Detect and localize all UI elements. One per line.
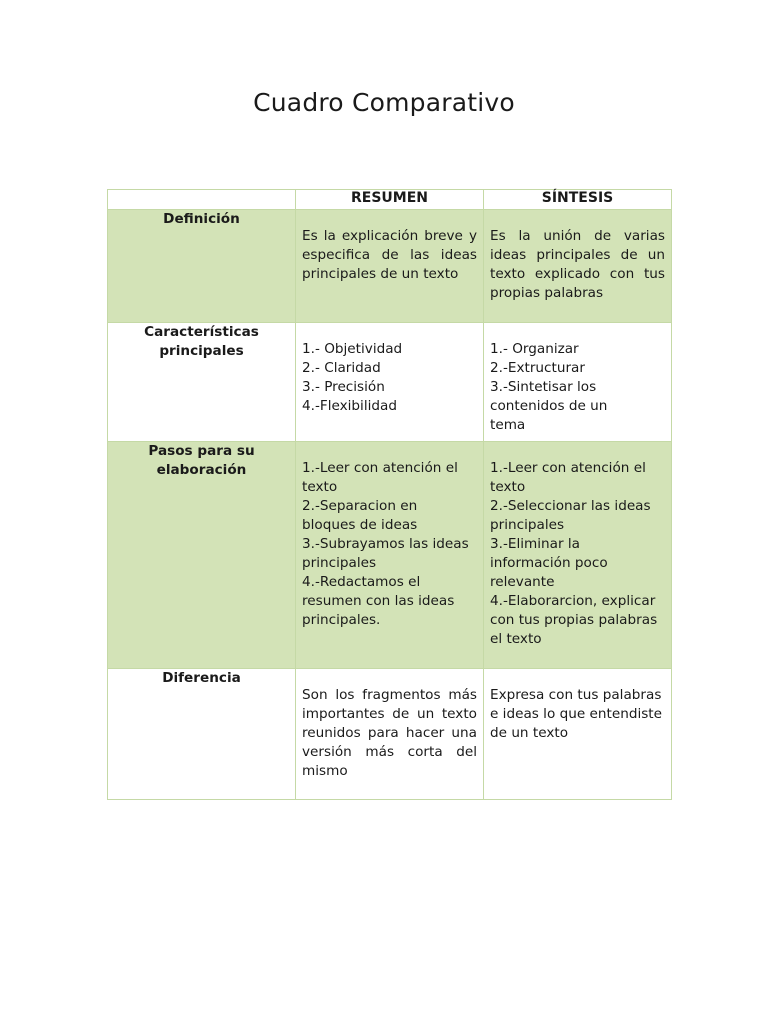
list-item: 2.-Extructurar <box>490 360 585 376</box>
cell-sintesis-definicion <box>484 210 672 323</box>
header-sintesis: SÍNTESIS <box>484 190 672 210</box>
cell-text: Es la unión de varias ideas principales de un texto explicado con tus propias palabras <box>490 228 665 301</box>
row-label-pasos <box>108 442 296 669</box>
list-item: 3.-Sintetisar los contenidos de un tema <box>490 379 608 433</box>
list-item: 3.-Subrayamos las ideas principales <box>302 536 469 571</box>
cell-text: Expresa con tus palabras e ideas lo que entendiste de un texto <box>490 687 662 741</box>
cell-resumen-pasos <box>296 442 484 669</box>
list-item: 1.-Leer con atención el texto <box>302 460 458 495</box>
row-label-definicion: Definición <box>108 210 296 323</box>
cell-sintesis-diferencia <box>484 669 672 800</box>
list-item: 2.- Claridad <box>302 360 381 376</box>
table-row-caracteristicas <box>108 323 672 442</box>
cell-sintesis-pasos <box>484 442 672 669</box>
comparison-table <box>107 189 672 800</box>
row-label-caracteristicas <box>108 323 296 442</box>
cell-sintesis-caracteristicas <box>484 323 672 442</box>
row-label-text: Pasos para su elaboración <box>148 443 255 478</box>
table-row-diferencia <box>108 669 672 800</box>
table-header-row <box>108 190 672 210</box>
list-item: 2.-Separacion en bloques de ideas <box>302 498 418 533</box>
header-empty-cell <box>108 190 296 210</box>
table-row-definicion <box>108 210 672 323</box>
cell-resumen-caracteristicas <box>296 323 484 442</box>
list-item: 4.-Redactamos el resumen con las ideas principales. <box>302 574 455 628</box>
row-label-text: Características principales <box>144 324 259 359</box>
row-label-diferencia: Diferencia <box>108 669 296 800</box>
list-item: 4.-Elaborarcion, explicar con tus propias palabras el texto <box>490 593 658 647</box>
list-item: 1.- Organizar <box>490 341 579 357</box>
cell-text: Es la explicación breve y especifica de las ideas principales de un texto <box>302 228 477 282</box>
list-item: 2.-Seleccionar las ideas principales <box>490 498 651 533</box>
list-item: 4.-Flexibilidad <box>302 398 397 414</box>
document-title: Cuadro Comparativo <box>253 88 515 117</box>
header-resumen: RESUMEN <box>296 190 484 210</box>
cell-resumen-diferencia <box>296 669 484 800</box>
list-item: 1.- Objetividad <box>302 341 403 357</box>
list-item: 3.- Precisión <box>302 379 385 395</box>
table-row-pasos <box>108 442 672 669</box>
cell-text: Son los fragmentos más importantes de un texto reunidos para hacer una versión más corta del mismo <box>302 687 477 779</box>
cell-resumen-definicion <box>296 210 484 323</box>
list-item: 1.-Leer con atención el texto <box>490 460 646 495</box>
list-item: 3.-Eliminar la información poco relevante <box>490 536 608 590</box>
